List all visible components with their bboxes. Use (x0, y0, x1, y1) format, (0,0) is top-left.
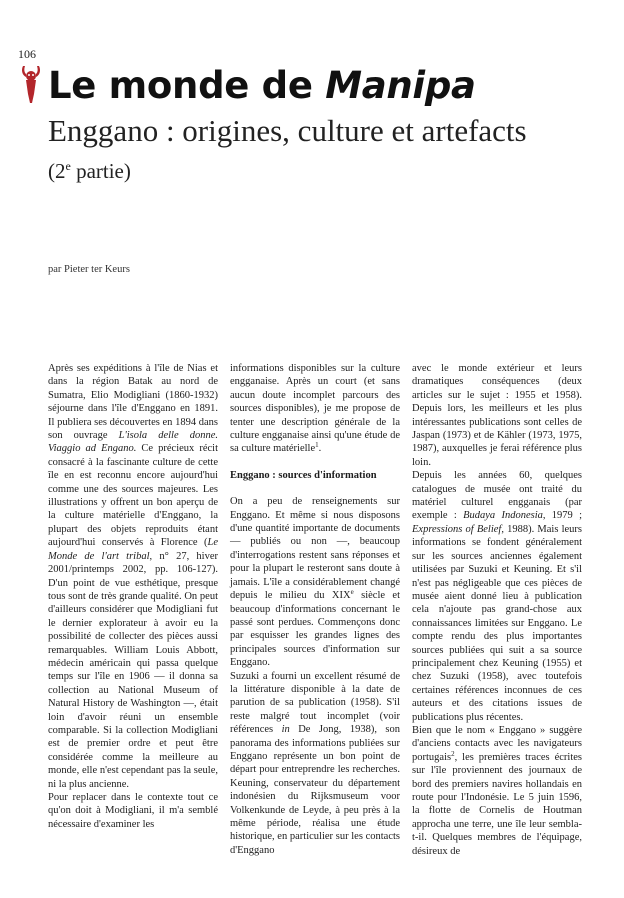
part-sup: e (65, 159, 71, 173)
text-run: informations disponibles sur la culture engganaise. Après un court (et sans aucun doute incomplet parcours des sources disponibles), je me propose de tenter une description générale de la culture engganaise ainsi qu'une étude de sa culture matérielle (230, 363, 400, 455)
italic-title: Le Monde de l'art tribal (48, 537, 218, 562)
text-run: siècle et beaucoup d'informations concernant le passé sont perdues. Commençons donc par esquisser les grandes lignes des principales sources d'information sur Enggano. (230, 590, 401, 669)
text-run: Depuis les années 60, quelques catalogues de musée ont traité du matériel culturel engganais (par exemple : (412, 470, 582, 522)
footnote-ref: 1 (315, 441, 319, 450)
text-run: Bien que le nom « Enggano » suggère d'anciens contacts avec les navigateurs portugais (412, 724, 582, 763)
part-label (48, 158, 131, 184)
article-title (48, 64, 476, 108)
section-heading: Enggano : sources d'information (230, 469, 377, 481)
paragraph (230, 495, 400, 669)
byline: par Pieter ter Keurs (48, 264, 130, 275)
italic-title: Budaya Indonesia (463, 510, 543, 522)
text-run: . (318, 443, 322, 455)
page-number: 106 (18, 47, 36, 61)
text-column-3 (412, 362, 582, 858)
title-main: Le monde de (48, 64, 313, 107)
article-subtitle: Enggano : origines, culture et artefacts (48, 113, 527, 148)
text-run: Suzuki a fourni un excellent résumé de la littérature disponible à la date de parution de sa publication (1958). S'il reste malgré tout incomplet (voir références (230, 670, 400, 736)
paragraph (48, 362, 218, 791)
text-run: De Jong, 1938), son panorama des informations publiées sur Enggano représente un bon point de départ pour entreprendre les recherches. Keuning, conservateur du département indonésien du Rijksmuseum voor Volkenkunde de Leyde, à peu près à la même période, réalisa une étude historique, en particulier sur les contacts d'Enggano (230, 724, 400, 856)
text-run: Après ses expéditions à l'île de Nias et dans la région Batak au nord de Sumatra, Elio Modigliani (1860-1932) séjourne dans l'île d'Enggano en 1891. Il publiera ses découvertes en 1894 dans son ouvrage (48, 363, 218, 442)
part-suffix: partie) (70, 159, 131, 183)
text-column-1 (48, 362, 218, 831)
paragraph (412, 469, 582, 724)
paragraph (412, 724, 582, 858)
tribal-figure-icon (20, 64, 42, 104)
text-run: , les premières traces écrites sur l'île proviennent des journaux de bord des premiers navires hollandais en route pour l'Indonésie. Le 5 juin 1596, la flotte de Cornelis de Houtman approcha une terre, une île leur sembla-t-il. Quelques membres de l'équipage, désireux de (412, 751, 582, 857)
title-emphasis: Manipa (325, 64, 476, 107)
paragraph: Pour replacer dans le contexte tout ce qu'on doit à Modigliani, il m'a semblé nécessaire d'examiner les (48, 792, 218, 830)
footnote-ref: 2 (451, 749, 455, 758)
text-run: , n° 27, hiver 2001/printemps 2002, pp. 106-127). D'un point de vue esthétique, presque tous sont de très grande qualité. On peut d'ailleurs considérer que Modigliani fut le dernier explorateur à avoir eu la possibilité de collecter des pièces aussi remarquables. William Louis Abbott, médecin américain qui passa quelque temps sur l'île en 1906 — il donna sa collection au National Museum of Natural History de Washington —, était loin d'avoir réuni un ensemble comparable. Si la collection Modigliani est de premier ordre et peut être considérée comme la meilleure au monde, elle n'est cependant pas la seule, ni la plus ancienne. (48, 550, 218, 790)
superscript: e (350, 588, 354, 597)
text-column-2 (230, 362, 400, 857)
part-prefix: (2 (48, 159, 66, 183)
paragraph: avec le monde extérieur et leurs dramatiques conséquences (deux articles sur le sujet : 1955 et 1958). Depuis lors, les meilleurs et les plus intéressantes publications sont celles de Jaspan (1973) et de Kähler (1973, 1975, 1987), auxquelles je ferai référence plus loin. (412, 363, 582, 468)
italic-title: Expressions of Belief (412, 523, 502, 535)
text-run: , 1988). Mais leurs informations se fondent généralement sur les sources anciennes également utilisées par Suzuki et Keuning. Et s'il n'est pas négligeable que ces pièces de musée aient donné lieu à publication cela n'ajoute pas grand-chose aux connaissances limitées sur Enggano. Le compte rendu des plus importantes sources publiées qui suit a sa source principalement chez Keuning (1955) et chez Suzuki (1958), avec toutefois certaines références inconnues de ces auteurs et des citations issues de publications plus récentes. (412, 523, 582, 723)
italic-word: in (281, 724, 290, 736)
paragraph (230, 362, 400, 456)
text-run: Ce précieux récit consacré à la fascinante culture de cette île en est reconnu encore aujourd'hui comme une des sources majeures. Les illustrations y offrent un bon aperçu de la culture matérielle d'Enggano, la plupart des objets reproduits étant aujourd'hui conservés à Florence ( (48, 443, 218, 549)
paragraph (230, 670, 400, 858)
text-run: On a peu de renseignements sur Enggano. Et même si nous disposons d'une quantité importante de documents — publiés ou non —, beaucoup d'interrogations restent sans réponses et pour la plupart le resteront sans doute à jamais. L'île a considérablement changé depuis le milieu du XIX (230, 496, 400, 602)
text-run: , 1979 ; (542, 510, 582, 522)
italic-title: L'isola delle donne. Viaggio ad Engano. (48, 430, 219, 455)
